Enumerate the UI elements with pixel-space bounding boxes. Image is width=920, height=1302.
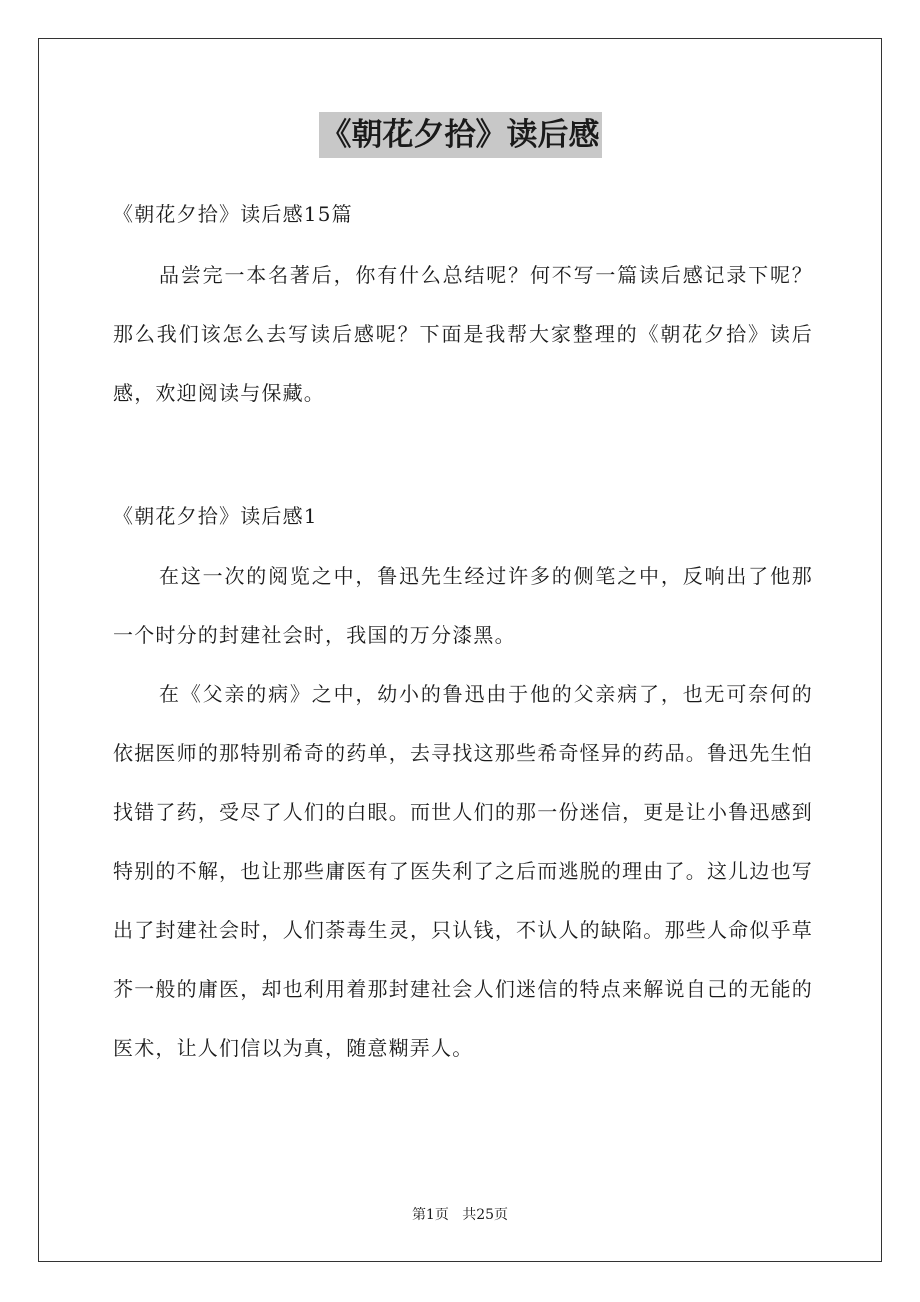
page-total: 共25页 — [462, 1207, 509, 1223]
document-subtitle: 《朝花夕拾》读后感15篇 — [113, 202, 353, 226]
intro-paragraph: 品尝完一本名著后，你有什么总结呢？何不写一篇读后感记录下呢？那么我们该怎么去写读后感呢？下面是我帮大家整理的《朝花夕拾》读后感，欢迎阅读与保藏。 — [113, 263, 813, 405]
document-title: 《朝花夕拾》读后感 — [319, 112, 602, 158]
section-paragraph-1: 在这一次的阅览之中，鲁迅先生经过许多的侧笔之中，反响出了他那一个时分的封建社会时，我国的万分漆黑。 — [113, 564, 813, 647]
page-number: 第1页 — [411, 1207, 449, 1223]
title-wrap — [0, 112, 920, 158]
section-paragraph-2: 在《父亲的病》之中，幼小的鲁迅由于他的父亲病了，也无可奈何的依据医师的那特别希奇的药单，去寻找这那些希奇怪异的药品。鲁迅先生怕找错了药，受尽了人们的白眼。而世人们的那一份迷信，更是让小鲁迅感到特别的不解，也让那些庸医有了医失利了之后而逃脱的理由了。这儿边也写出了封建社会时，人们荼毒生灵，只认钱，不认人的缺陷。那些人命似乎草芥一般的庸医，却也利用着那封建社会人们迷信的特点来解说自己的无能的医术，让人们信以为真，随意糊弄人。 — [113, 682, 813, 1060]
page-footer — [0, 1205, 920, 1225]
section-heading: 《朝花夕拾》读后感1 — [113, 504, 318, 528]
